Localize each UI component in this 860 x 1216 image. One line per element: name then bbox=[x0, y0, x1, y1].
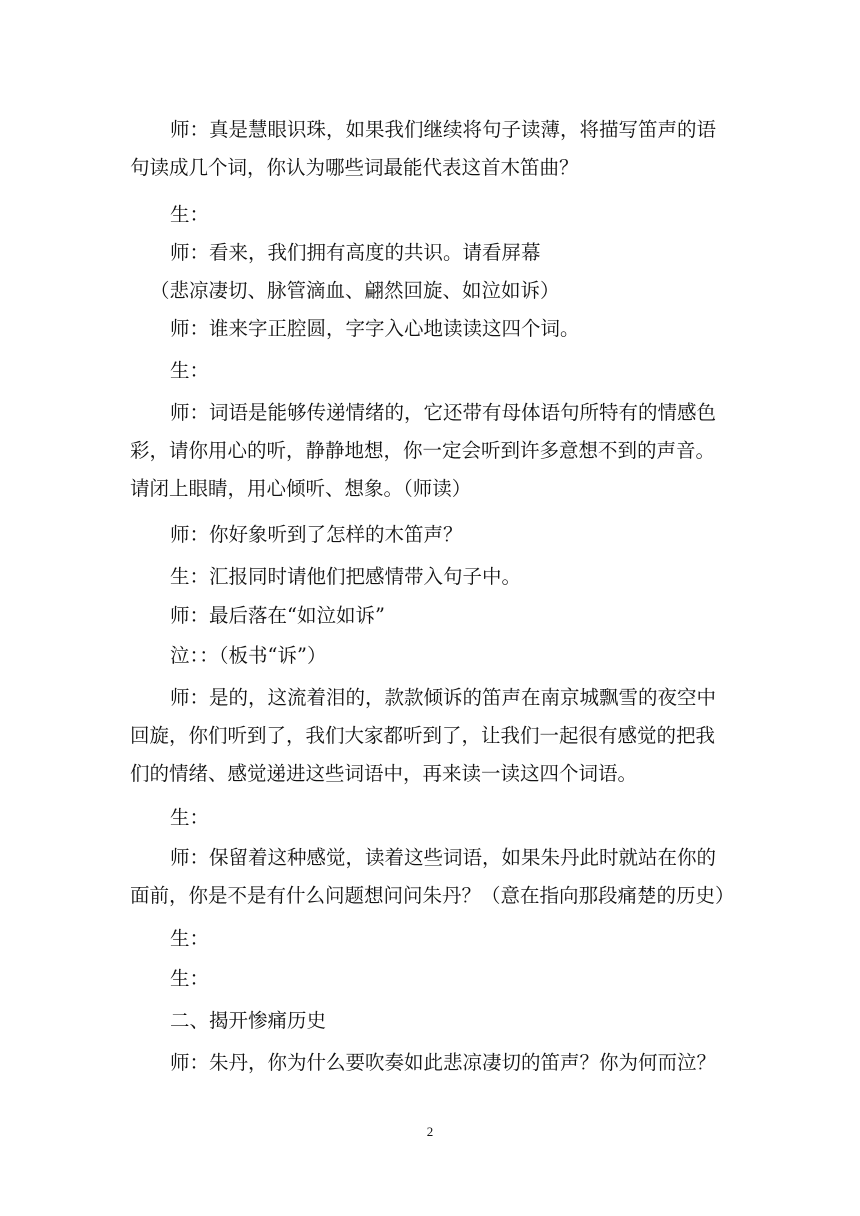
text-line: 师：保留着这种感觉，读着这些词语，如果朱丹此时就站在你的 bbox=[170, 846, 717, 869]
text-line: 生： bbox=[170, 967, 210, 990]
text-line: 师：你好象听到了怎样的木笛声？ bbox=[170, 523, 463, 546]
text-line: 请闭上眼睛，用心倾听、想象。（师读） bbox=[130, 477, 472, 500]
text-line: （悲凉凄切、脉管滴血、翩然回旋、如泣如诉） bbox=[150, 279, 560, 302]
paragraph-teacher-question bbox=[130, 1044, 740, 1082]
paragraph-student bbox=[130, 960, 740, 998]
paragraph-four-words bbox=[150, 272, 760, 310]
paragraph-board bbox=[130, 637, 740, 675]
paragraph-teacher bbox=[130, 234, 740, 272]
paragraph-student bbox=[130, 196, 740, 234]
text-line: 回旋，你们听到了，我们大家都听到了，让我们一起很有感觉的把我 bbox=[130, 724, 716, 747]
paragraph-student bbox=[130, 799, 740, 837]
text-line: 师：看来，我们拥有高度的共识。请看屏幕 bbox=[170, 241, 541, 264]
text-line: 彩，请你用心的听，静静地想，你一定会听到许多意想不到的声音。 bbox=[130, 439, 716, 462]
paragraph-teacher-summary bbox=[130, 679, 740, 793]
paragraph-teacher-question bbox=[130, 111, 740, 187]
paragraph-student bbox=[130, 558, 740, 596]
text-line: 泣：：（板书“诉”） bbox=[170, 644, 327, 667]
text-line: 师：朱丹，你为什么要吹奏如此悲凉凄切的笛声？你为何而泣？ bbox=[170, 1051, 717, 1074]
paragraph-teacher bbox=[130, 310, 740, 348]
text-line: 师：是的，这流着泪的，款款倾诉的笛声在南京城飘雪的夜空中 bbox=[170, 686, 717, 709]
paragraph-teacher bbox=[130, 516, 740, 554]
paragraph-student bbox=[130, 352, 740, 390]
section-heading bbox=[130, 1002, 740, 1040]
text-line: 生： bbox=[170, 806, 210, 829]
text-line: 生：汇报同时请他们把感情带入句子中。 bbox=[170, 565, 522, 588]
text-line: 句读成几个词，你认为哪些词最能代表这首木笛曲？ bbox=[130, 156, 579, 179]
text-line: 师：最后落在“如泣如诉” bbox=[170, 604, 385, 627]
text-line: 面前，你是不是有什么问题想问问朱丹？（意在指向那段痛楚的历史） bbox=[130, 884, 735, 907]
text-line: 生： bbox=[170, 927, 210, 950]
text-line: 二、揭开惨痛历史 bbox=[170, 1009, 327, 1032]
paragraph-student bbox=[130, 920, 740, 958]
text-line: 们的情绪、感觉递进这些词语中，再来读一读这四个词语。 bbox=[130, 762, 638, 785]
paragraph-teacher-question bbox=[130, 839, 740, 915]
text-line: 师：词语是能够传递情绪的，它还带有母体语句所特有的情感色 bbox=[170, 401, 717, 424]
paragraph-teacher bbox=[130, 597, 740, 635]
paragraph-teacher-emotion bbox=[130, 394, 740, 508]
text-line: 生： bbox=[170, 359, 210, 382]
text-line: 生： bbox=[170, 203, 210, 226]
text-line: 师：真是慧眼识珠，如果我们继续将句子读薄，将描写笛声的语 bbox=[170, 118, 717, 141]
text-line: 师：谁来字正腔圆，字字入心地读读这四个词。 bbox=[170, 317, 580, 340]
page-number: 2 bbox=[426, 1124, 434, 1139]
